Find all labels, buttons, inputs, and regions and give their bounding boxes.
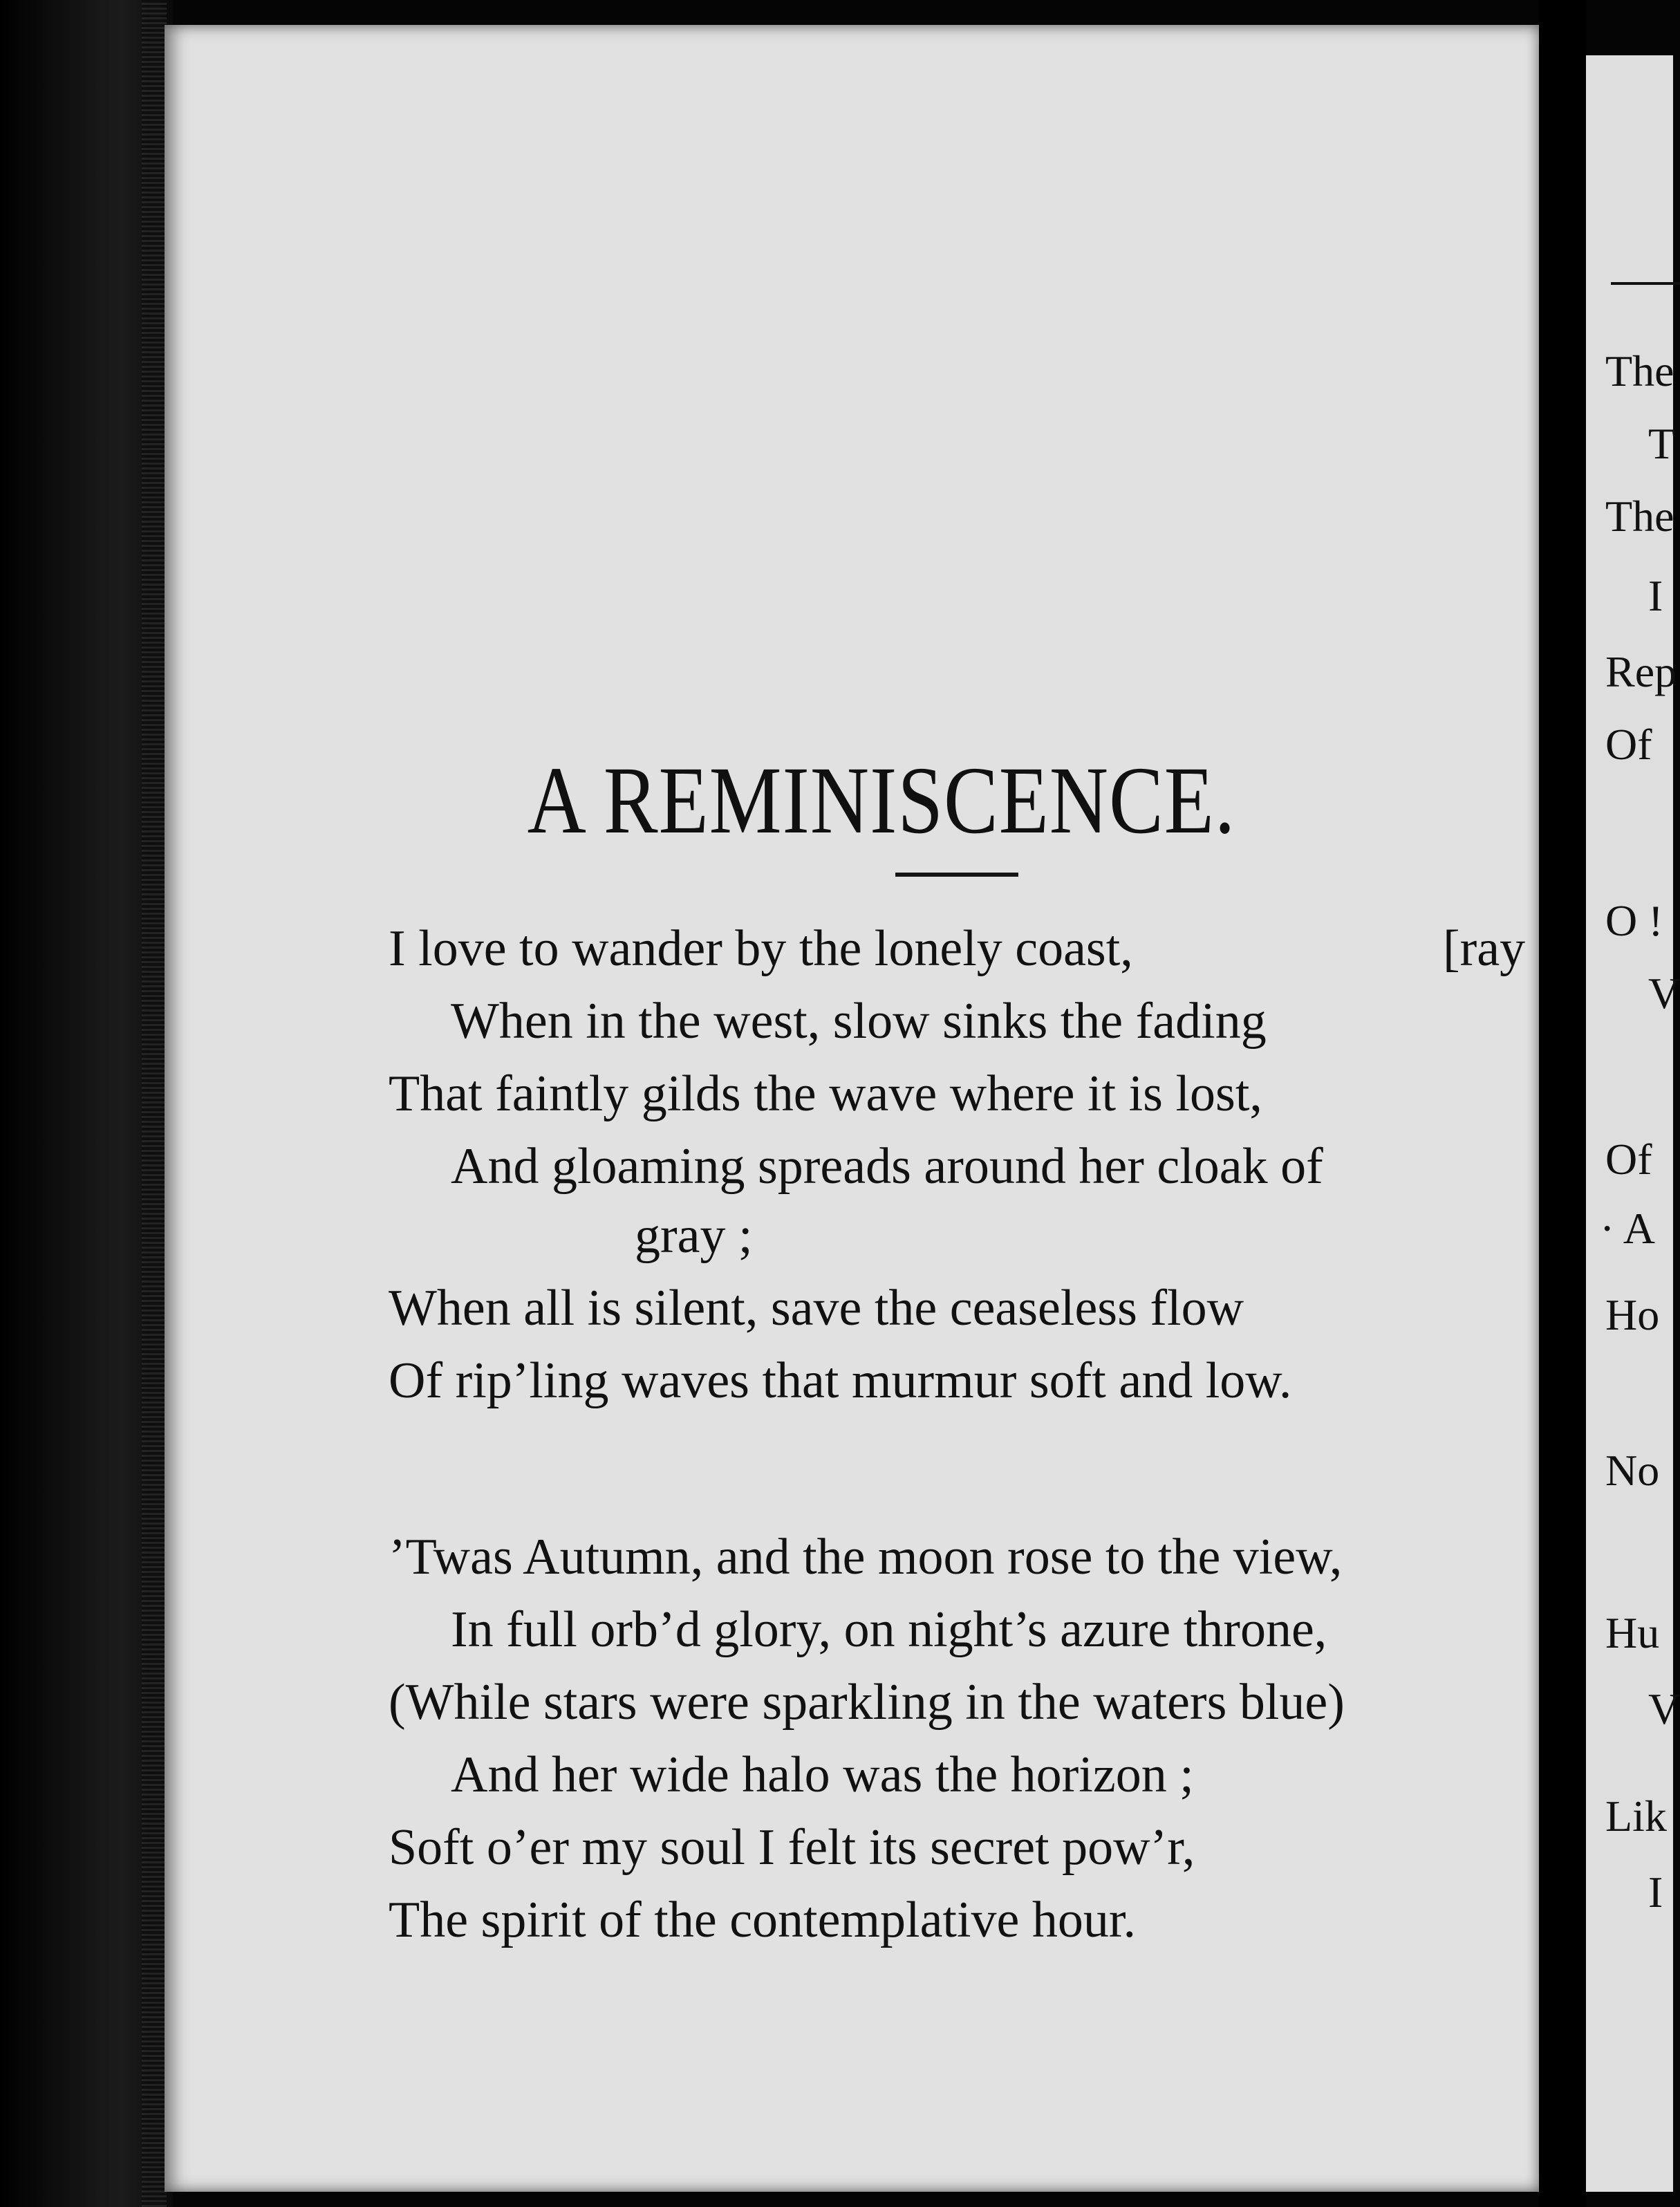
poem-line: Soft o’er my soul I felt its secret pow’r, — [389, 1819, 1195, 1876]
poem-line — [389, 920, 1526, 978]
facing-fragment: No — [1605, 1446, 1660, 1495]
facing-fragment: I — [1648, 571, 1663, 620]
facing-page — [1586, 55, 1680, 2192]
facing-fragment: The — [1605, 346, 1674, 395]
poem-line: In full orb’d glory, on night’s azure throne, — [451, 1601, 1327, 1658]
poem-line: When all is silent, save the ceaseless flow — [389, 1280, 1244, 1337]
facing-page-rule — [1611, 282, 1680, 285]
facing-fragment: Of — [1605, 720, 1652, 769]
poem-line: (While stars were sparkling in the waters blue) — [389, 1674, 1345, 1731]
poem-line: And her wide halo was the horizon ; — [451, 1747, 1194, 1803]
facing-fragment: I — [1648, 1868, 1663, 1917]
spine-edge — [142, 0, 167, 2207]
facing-fragment: Lik — [1605, 1791, 1667, 1841]
facing-fragment: Of — [1605, 1135, 1652, 1184]
poem-line: Of rip’ling waves that murmur soft and low. — [389, 1352, 1292, 1409]
facing-fragment: T — [1648, 419, 1676, 468]
facing-fragment: Rep — [1605, 647, 1677, 696]
poem-title: A REMINISCENCE. — [527, 747, 1236, 854]
facing-fragment: · A — [1600, 1204, 1655, 1253]
title-rule — [895, 873, 1018, 877]
poem-line: And gloaming spreads around her cloak of — [451, 1138, 1323, 1195]
facing-fragment: V — [1648, 1684, 1680, 1733]
poem-line: gray ; — [635, 1207, 753, 1264]
poem-line: ’Twas Autumn, and the moon rose to the view, — [389, 1529, 1343, 1585]
poem-line: When in the west, slow sinks the fading — [451, 993, 1267, 1050]
poem-line-text: I love to wander by the lonely coast, — [389, 920, 1133, 977]
facing-fragment: Hu — [1605, 1608, 1660, 1657]
overflow-word: [ray — [1443, 920, 1526, 977]
facing-fragment: V — [1648, 969, 1680, 1018]
facing-fragment: O ! — [1605, 896, 1663, 945]
poem-line: That faintly gilds the wave where it is lost, — [389, 1065, 1262, 1122]
page-gutter — [1539, 0, 1586, 2207]
poem-line: The spirit of the contemplative hour. — [389, 1892, 1136, 1948]
facing-fragment: Ho — [1605, 1290, 1660, 1339]
facing-fragment: The — [1605, 492, 1674, 541]
